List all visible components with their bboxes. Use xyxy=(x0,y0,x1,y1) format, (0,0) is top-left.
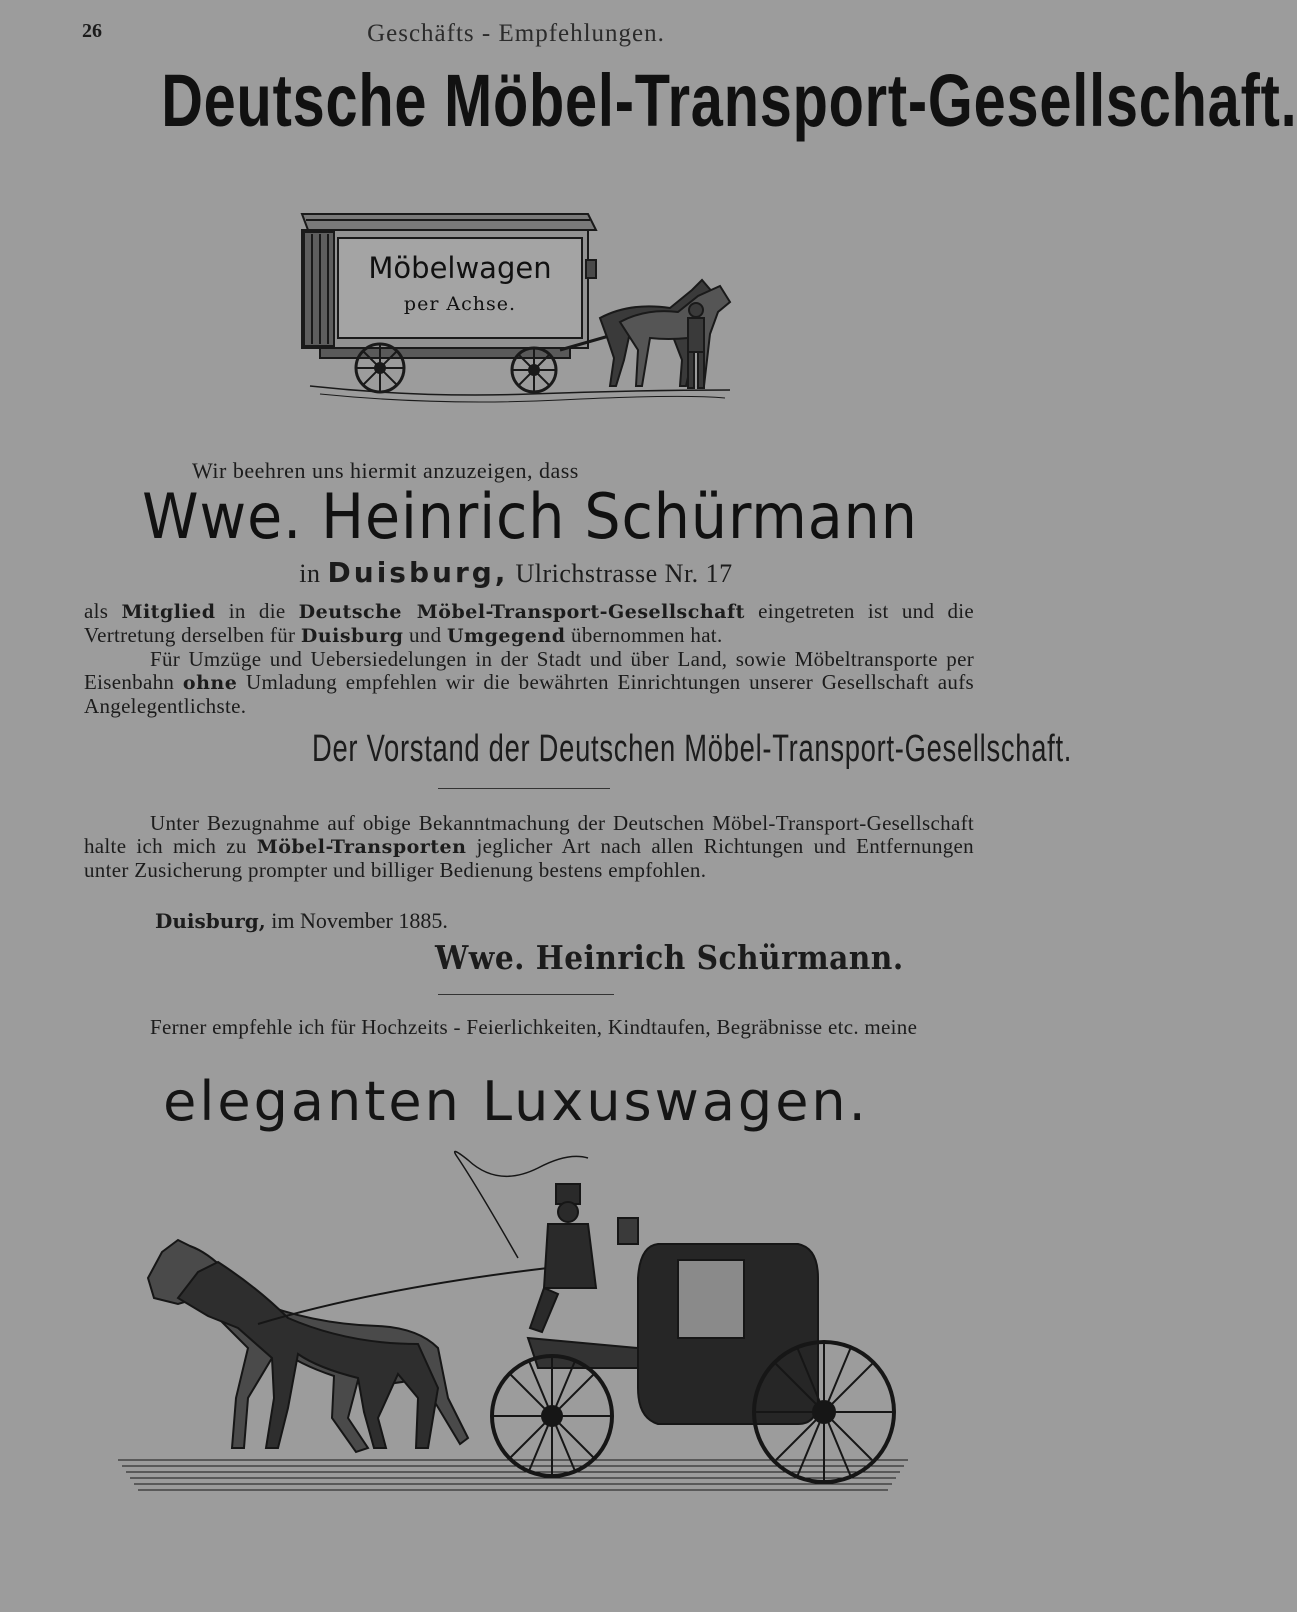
bold-run: Umgegend xyxy=(446,625,566,647)
intro-line: Wir beehren uns hiermit anzuzeigen, dass xyxy=(192,458,579,483)
carriage-front-wheel xyxy=(492,1356,612,1476)
wagon-label-main: Möbelwagen xyxy=(368,251,552,285)
bold-run: ohne xyxy=(182,672,238,694)
luxury-heading: eleganten Luxuswagen. xyxy=(163,1070,869,1133)
date: im November 1885. xyxy=(265,908,448,933)
city-name: Duisburg, xyxy=(327,556,509,589)
owner-signature: Wwe. Heinrich Schürmann. xyxy=(435,938,904,977)
company-name: Wwe. Heinrich Schürmann xyxy=(142,480,918,553)
carriage-lantern xyxy=(618,1218,638,1244)
membership-paragraph xyxy=(84,600,974,648)
text-run: Umladung empfehlen wir die bewährten Einrichtungen unserer Gesellschaft aufs Angelegentlichste. xyxy=(84,670,974,718)
text-run: eingetreten ist und die Vertretung derselben für xyxy=(84,599,975,647)
coachman xyxy=(530,1184,596,1332)
bold-run: Mitglied xyxy=(121,601,216,623)
running-title: Geschäfts - Empfehlungen. xyxy=(367,20,665,47)
text-run: übernommen hat. xyxy=(565,623,723,647)
place-date xyxy=(155,908,448,934)
carriage-window xyxy=(678,1260,744,1338)
divider xyxy=(438,788,610,789)
furniture-wagon-illustration xyxy=(300,210,740,406)
text-run: und xyxy=(403,623,447,647)
text-run: Unter Bezugnahme auf obige Bekanntmachung der Deutschen Möbel-Transport-Gesellschaft halte ich mich zu xyxy=(84,811,974,858)
address-line xyxy=(0,556,1032,589)
wagon-front-wheel xyxy=(512,348,556,392)
board-signature: Der Vorstand der Deutschen Möbel-Transport-Gesellschaft. xyxy=(312,728,1073,770)
divider xyxy=(438,994,614,995)
text-run: in die xyxy=(215,599,299,623)
text-run: Für Umzüge und Uebersiedelungen in der Stadt und über Land, sowie Möbeltransporte per Eisenbahn xyxy=(84,647,974,694)
wagon-roof xyxy=(302,214,596,230)
bold-run: Duisburg xyxy=(300,625,404,647)
luxury-carriage-illustration xyxy=(118,1148,938,1528)
owner-paragraph xyxy=(84,812,974,882)
carriage-horses xyxy=(148,1240,468,1452)
draft-horses xyxy=(600,280,730,386)
wagon-label-sub: per Achse. xyxy=(403,293,517,315)
street-address: Ulrichstrasse Nr. 17 xyxy=(515,559,733,588)
bold-run: Möbel-Transporten xyxy=(256,836,467,858)
carriage-rear-wheel xyxy=(754,1342,894,1482)
place: Duisburg, xyxy=(155,909,266,933)
wagon-rear-wheel xyxy=(356,344,404,392)
main-title: Deutsche Möbel-Transport-Gesellschaft. xyxy=(161,59,1297,142)
page-number: 26 xyxy=(82,20,102,42)
address-prefix: in xyxy=(299,559,321,588)
services-paragraph xyxy=(84,648,974,718)
text-run: als xyxy=(84,599,122,623)
text-run: jeglicher Art nach allen Richtungen und Entfernungen unter Zusicherung prompter und billiger Bedienung bestens empfohlen. xyxy=(84,834,974,882)
bold-run: Deutsche Möbel-Transport-Gesellschaft xyxy=(298,601,745,623)
luxury-paragraph: Ferner empfehle ich für Hochzeits - Feierlichkeiten, Kindtaufen, Begräbnisse etc. meine xyxy=(150,1015,918,1039)
